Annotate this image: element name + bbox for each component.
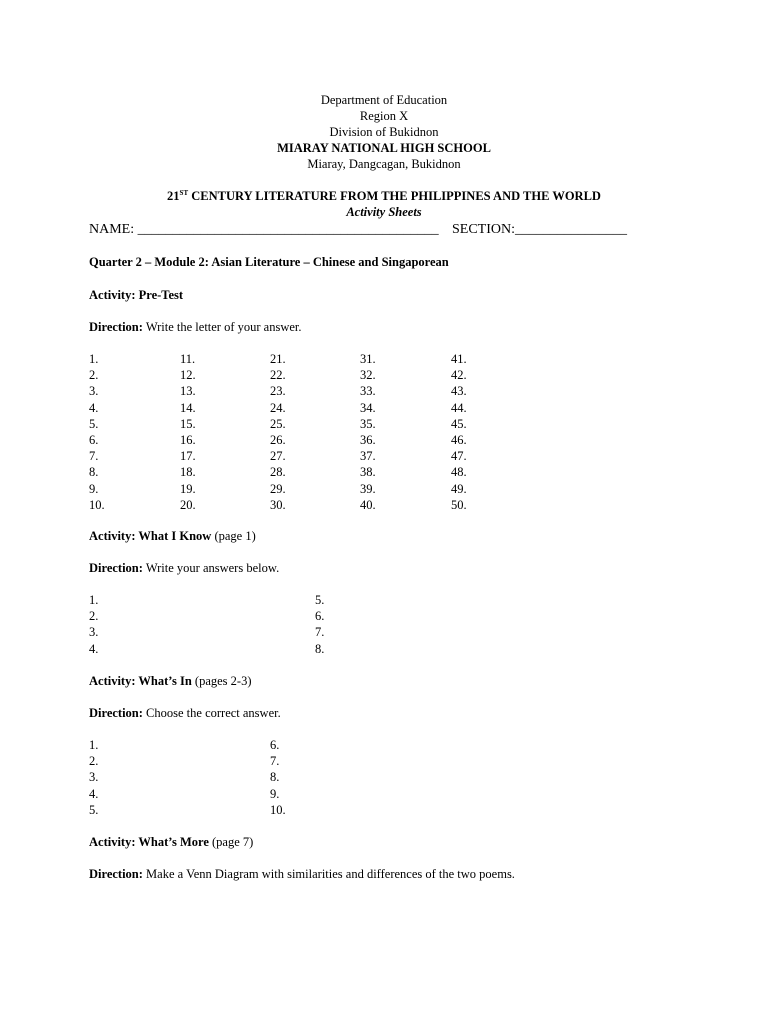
whatiknow-answer-item: 2.	[89, 609, 99, 624]
pretest-answer-item: 13.	[180, 384, 196, 399]
pretest-answer-item: 33.	[360, 384, 376, 399]
pretest-answer-item: 12.	[180, 368, 196, 383]
pretest-answer-item: 20.	[180, 497, 196, 512]
whatsin-direction-text: Choose the correct answer.	[142, 706, 281, 720]
whatiknow-answer-item: 8.	[315, 641, 325, 656]
whatiknow-direction-label: Direction:	[89, 561, 143, 575]
pretest-answer-item: 23.	[270, 384, 286, 399]
pretest-answer-item: 17.	[180, 449, 196, 464]
pretest-answer-item: 7.	[89, 449, 99, 464]
whatiknow-answer-item: 3.	[89, 625, 99, 640]
header-region: Region X	[359, 109, 409, 123]
pretest-answer-item: 22.	[270, 368, 286, 383]
title-text: CENTURY LITERATURE FROM THE PHILIPPINES AND THE WORLD	[191, 189, 601, 203]
module-heading: Quarter 2 – Module 2: Asian Literature – Chinese and Singaporean	[89, 255, 449, 269]
pretest-answer-item: 27.	[270, 449, 286, 464]
whatiknow-direction	[89, 561, 279, 576]
pretest-answer-item: 16.	[180, 433, 196, 447]
pretest-answer-item: 6.	[89, 433, 99, 447]
pretest-answer-item: 41.	[451, 352, 467, 366]
pretest-answer-item: 3.	[89, 384, 99, 399]
pretest-answer-item: 26.	[270, 433, 286, 447]
pretest-answer-item: 34.	[360, 400, 376, 415]
pretest-answer-item: 19.	[180, 481, 196, 496]
whatiknow-activity-label: Activity: What I Know	[89, 529, 212, 543]
pretest-answer-item: 31.	[360, 352, 376, 366]
whatsin-answer-item: 3.	[89, 770, 99, 785]
pretest-answer-item: 14.	[180, 400, 196, 415]
name-field: NAME: ___________________________________________	[89, 222, 439, 237]
header-division: Division of Bukidnon	[329, 125, 439, 139]
pretest-answer-item: 43.	[451, 384, 467, 399]
pretest-answer-item: 1.	[89, 352, 99, 366]
pretest-answer-item: 45.	[451, 416, 467, 431]
whatiknow-activity-heading	[89, 529, 256, 544]
pretest-answer-item: 50.	[451, 497, 467, 512]
whatsin-answer-item: 1.	[89, 738, 99, 752]
whatsin-answer-item: 4.	[89, 786, 99, 801]
pretest-answer-item: 18.	[180, 465, 196, 480]
title-superscript: ST	[179, 189, 189, 197]
pretest-answer-item: 25.	[270, 416, 286, 431]
document-title	[0, 189, 768, 204]
pretest-answer-item: 5.	[89, 416, 99, 431]
pretest-answer-item: 2.	[89, 368, 99, 383]
pretest-answer-item: 4.	[89, 400, 99, 415]
pretest-answer-item: 10.	[89, 497, 105, 512]
pretest-answer-item: 35.	[360, 416, 376, 431]
title-number: 21	[167, 189, 180, 203]
pretest-answer-item: 9.	[89, 481, 99, 496]
pretest-answer-item: 11.	[180, 352, 196, 366]
whatsmore-activity-page: (page 7)	[208, 835, 254, 849]
whatsin-answer-item: 9.	[270, 786, 280, 801]
whatiknow-answer-item: 1.	[89, 593, 99, 607]
header-address: Miaray, Dangcagan, Bukidnon	[307, 157, 461, 171]
header-school: MIARAY NATIONAL HIGH SCHOOL	[277, 141, 491, 155]
whatsin-direction-label: Direction:	[89, 706, 143, 720]
pretest-direction-label: Direction:	[89, 320, 143, 334]
pretest-answer-item: 48.	[451, 465, 467, 480]
pretest-activity-heading: Activity: Pre-Test	[89, 288, 184, 302]
whatiknow-answer-item: 4.	[89, 641, 99, 656]
pretest-answer-item: 30.	[270, 497, 286, 512]
whatsmore-activity-label: Activity: What’s More	[89, 835, 209, 849]
pretest-direction	[89, 320, 302, 335]
pretest-answer-item: 38.	[360, 465, 376, 480]
pretest-answer-item: 44.	[451, 400, 467, 415]
whatiknow-direction-text: Write your answers below.	[142, 561, 280, 575]
whatsin-answer-item: 5.	[89, 802, 99, 817]
pretest-answer-item: 32.	[360, 368, 376, 383]
section-field: SECTION:________________	[452, 222, 627, 237]
whatsmore-direction-text: Make a Venn Diagram with similarities and differences of the two poems.	[142, 867, 515, 881]
whatsin-activity-page: (pages 2-3)	[191, 674, 252, 688]
pretest-answer-item: 40.	[360, 497, 376, 512]
pretest-answer-item: 42.	[451, 368, 467, 383]
whatsin-answer-item: 6.	[270, 738, 280, 752]
pretest-answer-item: 21.	[270, 352, 286, 366]
pretest-answer-item: 15.	[180, 416, 196, 431]
whatsin-direction	[89, 706, 281, 721]
pretest-answer-item: 24.	[270, 400, 286, 415]
whatiknow-answer-item: 5.	[315, 593, 325, 607]
whatsmore-direction-label: Direction:	[89, 867, 143, 881]
header-department: Department of Education	[320, 93, 448, 107]
whatiknow-answer-item: 6.	[315, 609, 325, 624]
document-subtitle: Activity Sheets	[346, 205, 422, 219]
whatsin-answer-item: 2.	[89, 754, 99, 769]
whatsin-answer-item: 8.	[270, 770, 280, 785]
pretest-direction-text: Write the letter of your answer.	[142, 320, 302, 334]
whatsin-answer-item: 10.	[270, 802, 286, 817]
whatiknow-answer-item: 7.	[315, 625, 325, 640]
pretest-answer-item: 36.	[360, 433, 376, 447]
whatsin-activity-heading	[89, 674, 251, 689]
pretest-answer-item: 29.	[270, 481, 286, 496]
whatsin-activity-label: Activity: What’s In	[89, 674, 192, 688]
whatsmore-activity-heading	[89, 835, 253, 850]
pretest-answer-item: 8.	[89, 465, 99, 480]
pretest-answer-item: 37.	[360, 449, 376, 464]
whatsin-answer-item: 7.	[270, 754, 280, 769]
whatiknow-activity-page: (page 1)	[211, 529, 256, 543]
pretest-answer-item: 39.	[360, 481, 376, 496]
pretest-answer-item: 49.	[451, 481, 467, 496]
pretest-answer-item: 28.	[270, 465, 286, 480]
whatsmore-direction	[89, 867, 515, 882]
pretest-answer-item: 47.	[451, 449, 467, 464]
pretest-answer-item: 46.	[451, 433, 467, 447]
